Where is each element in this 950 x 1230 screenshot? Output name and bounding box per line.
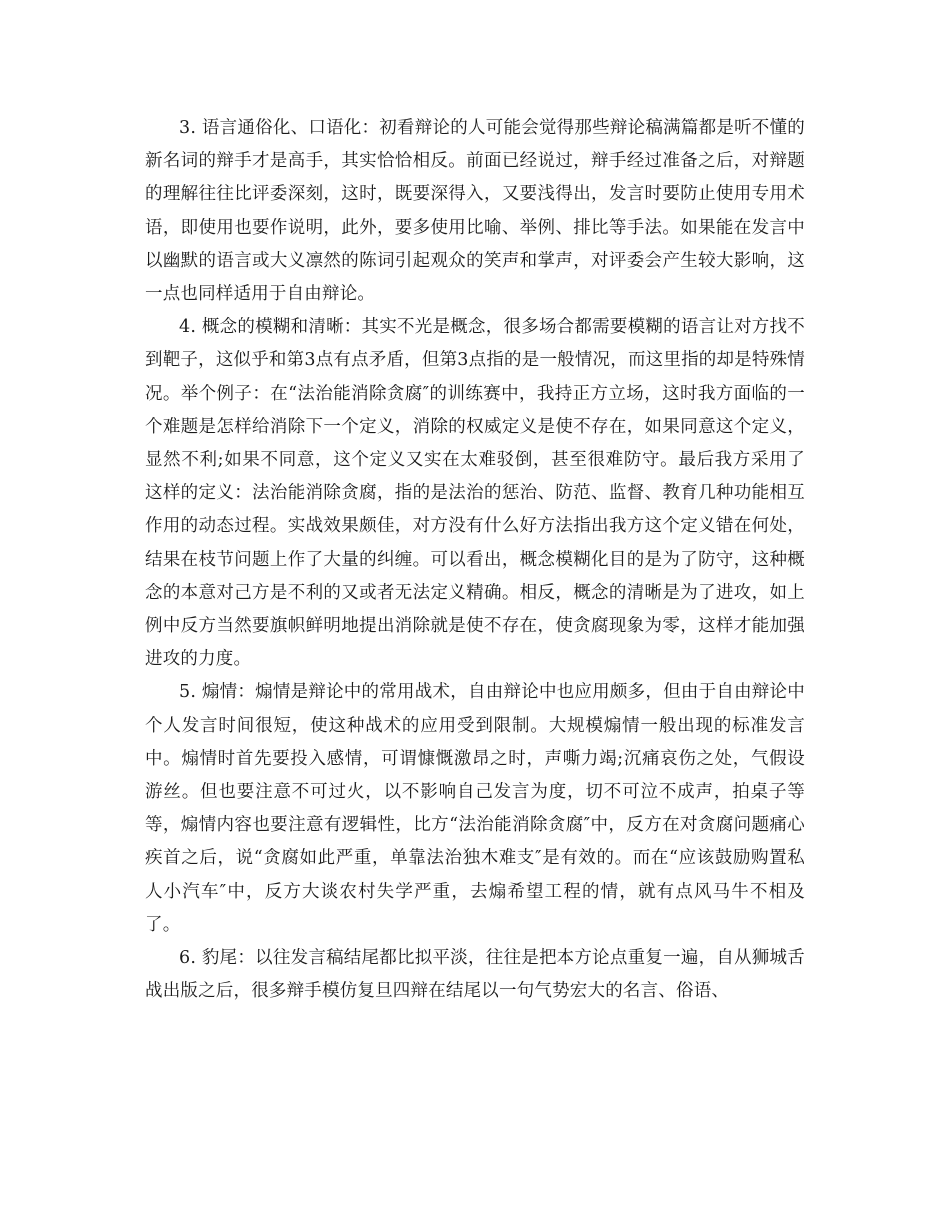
paragraph-point-6: 6. 豹尾：以往发言稿结尾都比拟平淡，往往是把本方论点重复一遍，自从狮城舌战出版之后，很多辩手模仿复旦四辩在结尾以一句气势宏大的名言、俗语、	[145, 948, 805, 1002]
paragraph-point-3: 3. 语言通俗化、口语化：初看辩论的人可能会觉得那些辩论稿满篇都是听不懂的新名词的辩手才是高手，其实恰恰相反。前面已经说过，辩手经过准备之后，对辩题的理解往往比评委深刻，这时，既要深得入，又要浅得出，发言时要防止使用专用术语，即使用也要作说明，此外，要多使用比喻、举例、排比等手法。如果能在发言中以幽默的语言或大义凛然的陈词引起观众的笑声和掌声，对评委会产生较大影响，这一点也同样适用于自由辩论。	[145, 118, 805, 305]
paragraph-point-5: 5. 煽情：煽情是辩论中的常用战术，自由辩论中也应用颇多，但由于自由辩论中个人发言时间很短，使这种战术的应用受到限制。大规模煽情一般出现的标准发言中。煽情时首先要投入感情，可谓慷慨激昂之时，声嘶力竭;沉痛哀伤之处，气假设游丝。但也要注意不可过火，以不影响自己发言为度，切不可泣不成声，拍桌子等等，煽情内容也要注意有逻辑性，比方“法治能消除贪腐″中，反方在对贪腐问题痛心疾首之后，说“贪腐如此严重，单靠法治独木难支″是有效的。而在“应该鼓励购置私人小汽车″中，反方大谈农村失学严重，去煽希望工程的情，就有点风马牛不相及了。	[145, 682, 805, 935]
paragraph-point-4: 4. 概念的模糊和清晰：其实不光是概念，很多场合都需要模糊的语言让对方找不到靶子，这似乎和第3点有点矛盾，但第3点指的是一般情况，而这里指的却是特殊情况。举个例子：在“法治能消除贪腐″的训练赛中，我持正方立场，这时我方面临的一个难题是怎样给消除下一个定义，消除的权威定义是使不存在，如果同意这个定义，显然不利;如果不同意，这个定义又实在太难驳倒，甚至很难防守。最后我方采用了这样的定义：法治能消除贪腐，指的是法治的惩治、防范、监督、教育几种功能相互作用的动态过程。实战效果颇佳，对方没有什么好方法指出我方这个定义错在何处，结果在枝节问题上作了大量的纠缠。可以看出，概念模糊化目的是为了防守，这种概念的本意对己方是不利的又或者无法定义精确。相反，概念的清晰是为了进攻，如上例中反方当然要旗帜鲜明地提出消除就是使不存在，使贪腐现象为零，这样才能加强进攻的力度。	[145, 317, 805, 670]
document-body	[145, 112, 805, 1008]
